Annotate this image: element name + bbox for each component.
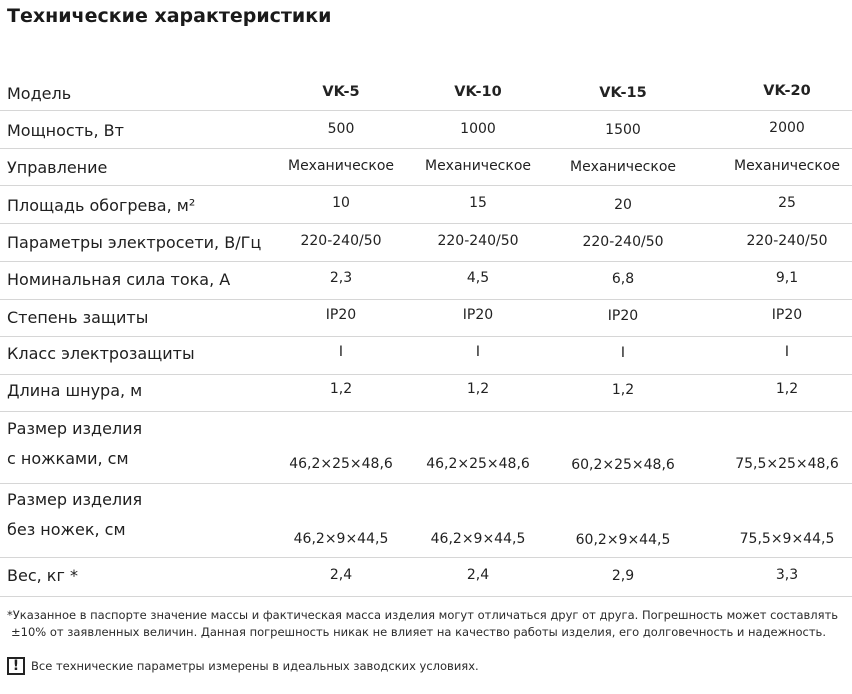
table-row [0,558,852,597]
footnote-line: *Указанное в паспорте значение массы и фактическая масса изделия могут отличаться друг от друга. Погрешность может составлять [7,608,839,622]
row-label: Параметры электросети, В/Гц [7,233,262,252]
table-row [0,300,852,337]
row-value: 2,3 [329,270,353,286]
header-label: Модель [7,84,72,103]
row-value: 60,2×25×48,6 [571,457,675,473]
row-value: 75,5×9×44,5 [739,531,835,547]
row-value: 10 [332,195,350,211]
row-label: Степень защиты [7,308,149,327]
row-value: I [620,345,626,361]
row-value: 25 [778,195,796,211]
row-value: 1,2 [611,382,635,398]
row-value: Механическое [287,158,395,174]
row-value: 2,4 [329,567,353,583]
row-value: 1500 [605,122,641,138]
page-title: Технические характеристики [7,5,332,27]
row-value: Механическое [424,158,532,174]
table-row [0,337,852,375]
row-value: 60,2×9×44,5 [575,532,671,548]
table-row [0,149,852,186]
note [7,657,479,675]
row-value: IP20 [771,307,803,323]
row-label: с ножками, см [7,449,129,468]
row-value: I [338,344,344,360]
row-label: Размер изделия [7,419,143,438]
row-value: 1000 [460,121,496,137]
row-value: 1,2 [775,381,799,397]
exclamation-icon: ! [7,657,25,675]
row-value: IP20 [607,308,639,324]
model-name: VK-10 [454,84,502,100]
row-value: 46,2×25×48,6 [426,456,530,472]
row-value: Механическое [569,159,677,175]
row-value: 46,2×25×48,6 [289,456,393,472]
row-value: IP20 [325,307,357,323]
model-name: VK-15 [599,85,647,101]
row-value: 2,4 [466,567,490,583]
table-header-row [0,80,852,111]
table-row [0,375,852,412]
row-value: 15 [469,195,487,211]
row-value: 2,9 [611,568,635,584]
footnote-line: ±10% от заявленных величин. Данная погрешность никак не влияет на качество работы изделия, его долговечность и надежность. [11,625,826,639]
row-value: 75,5×25×48,6 [735,456,839,472]
row-label: без ножек, см [7,520,126,539]
table-row [0,262,852,300]
table-row [0,484,852,558]
row-value: 3,3 [775,567,799,583]
row-value: 20 [614,197,632,213]
row-value: 46,2×9×44,5 [293,531,389,547]
row-value: 2000 [769,120,805,136]
row-label: Мощность, Вт [7,121,124,140]
footnote [7,607,847,641]
model-name: VK-5 [322,84,360,100]
row-value: I [475,344,481,360]
row-label: Длина шнура, м [7,381,143,400]
table-row [0,412,852,484]
row-value: 220-240/50 [746,233,828,249]
row-value: 6,8 [611,271,635,287]
row-value: IP20 [462,307,494,323]
row-value: Механическое [733,158,841,174]
row-label: Размер изделия [7,490,143,509]
row-value: 46,2×9×44,5 [430,531,526,547]
row-value: 220-240/50 [300,233,382,249]
table-row [0,111,852,149]
row-label: Площадь обогрева, м² [7,196,196,215]
model-name: VK-20 [763,83,811,99]
row-label: Класс электрозащиты [7,344,195,363]
row-value: 500 [327,121,355,137]
row-value: 9,1 [775,270,799,286]
row-value: 1,2 [329,381,353,397]
row-value: 1,2 [466,381,490,397]
row-label: Номинальная сила тока, А [7,270,231,289]
row-label: Управление [7,158,108,177]
table-row [0,186,852,224]
table-row [0,224,852,262]
row-value: I [784,344,790,360]
row-value: 220-240/50 [437,233,519,249]
row-value: 220-240/50 [582,234,664,250]
row-value: 4,5 [466,270,490,286]
note-text: Все технические параметры измерены в идеальных заводских условиях. [31,659,479,673]
row-label: Вес, кг * [7,566,78,585]
